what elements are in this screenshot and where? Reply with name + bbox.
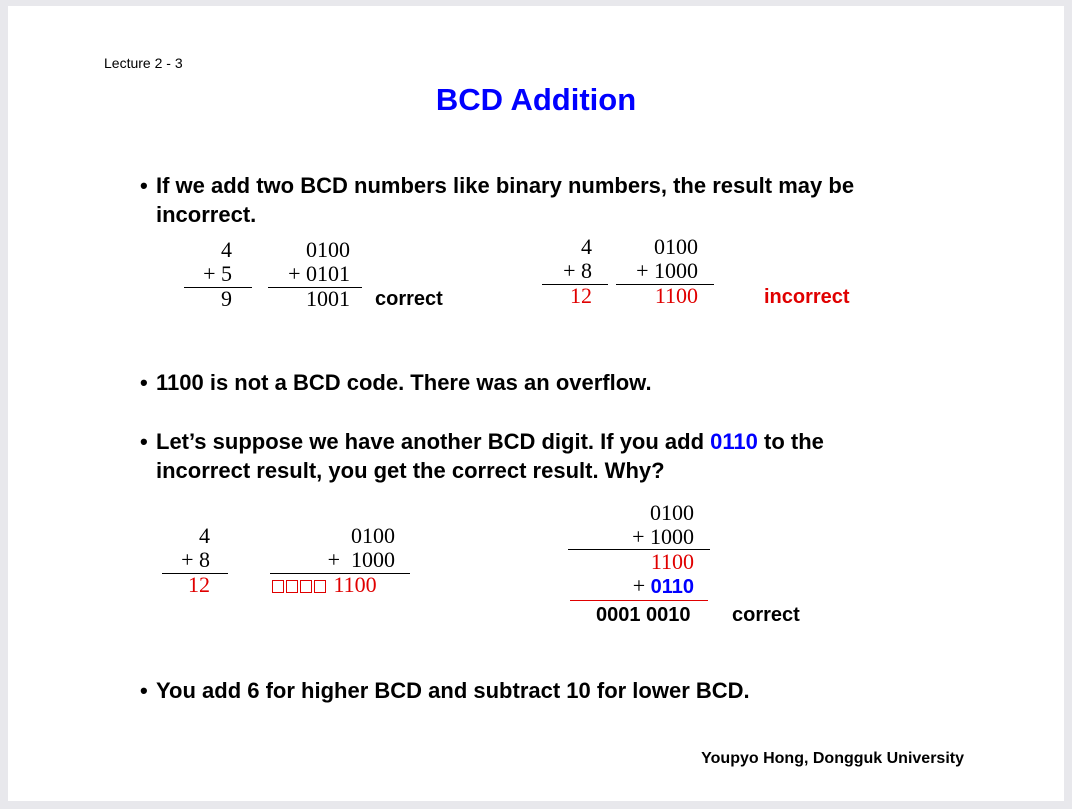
bullet-dot: •: [140, 429, 148, 454]
ex2-bin-a: 0100: [654, 234, 698, 259]
bullet-dot: •: [140, 173, 148, 198]
slide-title: BCD Addition: [435, 82, 637, 117]
ex3-bin-sum-row: [272, 573, 377, 597]
bullet-1: [140, 171, 854, 229]
bullet-3: [140, 427, 824, 485]
bullet-dot: •: [140, 678, 148, 703]
ex1-bin-sum: 1001: [306, 286, 350, 311]
ex4-add-row: [604, 574, 694, 599]
ex2-dec-a: 4: [581, 234, 592, 259]
ex1-dec-a: 4: [221, 237, 232, 262]
ex3-dec-a: 4: [199, 523, 210, 548]
bullet-3-highlight: 0110: [710, 429, 758, 454]
ex2-dec-b: + 8: [563, 258, 592, 283]
lecture-label: Lecture 2 - 3: [104, 55, 183, 71]
bullet-2-text: 1100 is not a BCD code. There was an overflow.: [156, 370, 652, 395]
ex3-dec-b: + 8: [181, 547, 210, 572]
bullet-3-post: to the: [757, 429, 824, 454]
bullet-1-line-2: incorrect.: [156, 202, 257, 227]
ex4-add-value: 0110: [650, 576, 694, 598]
carry-placeholder-box: [286, 580, 298, 593]
footer-credit: Youpyo Hong, Dongguk University: [701, 750, 964, 767]
carry-placeholder-box: [272, 580, 284, 593]
ex4-add-prefix: +: [632, 573, 651, 598]
ex1-bin-a: 0100: [306, 237, 350, 262]
carry-placeholder-box: [300, 580, 312, 593]
bullet-2: [140, 368, 652, 397]
ex4-partial: 1100: [650, 549, 694, 574]
ex1-bin-b: + 0101: [288, 261, 350, 286]
bullet-dot: •: [140, 370, 148, 395]
ex4-b: + 1000: [632, 524, 694, 549]
bullet-3-line-2: incorrect result, you get the correct result. Why?: [156, 458, 665, 483]
bullet-4-text: You add 6 for higher BCD and subtract 10 for lower BCD.: [156, 678, 750, 703]
ex1-dec-sum: 9: [221, 286, 232, 311]
ex4-correct-label: correct: [732, 604, 800, 626]
ex4-a: 0100: [650, 500, 694, 525]
carry-placeholder-box: [314, 580, 326, 593]
ex4-rule-2: [570, 600, 708, 601]
ex2-dec-sum: 12: [570, 283, 592, 308]
ex2-bin-sum: 1100: [654, 283, 698, 308]
ex1-correct-label: correct: [375, 288, 443, 310]
ex1-dec-b: + 5: [203, 261, 232, 286]
bullet-3-pre: Let’s suppose we have another BCD digit. If you add: [156, 429, 711, 454]
bullet-4: [140, 676, 750, 705]
ex3-bin-b: + 1000: [327, 547, 395, 572]
ex3-bin-sum: 1100: [333, 572, 377, 597]
slide: [8, 6, 1064, 801]
ex3-dec-sum: 12: [188, 572, 210, 597]
ex4-result: 0001 0010: [596, 604, 691, 626]
ex3-bin-a: 0100: [351, 523, 395, 548]
ex2-incorrect-label: incorrect: [764, 286, 850, 308]
bullet-1-line-1: If we add two BCD numbers like binary numbers, the result may be: [156, 173, 855, 198]
ex2-bin-b: + 1000: [636, 258, 698, 283]
